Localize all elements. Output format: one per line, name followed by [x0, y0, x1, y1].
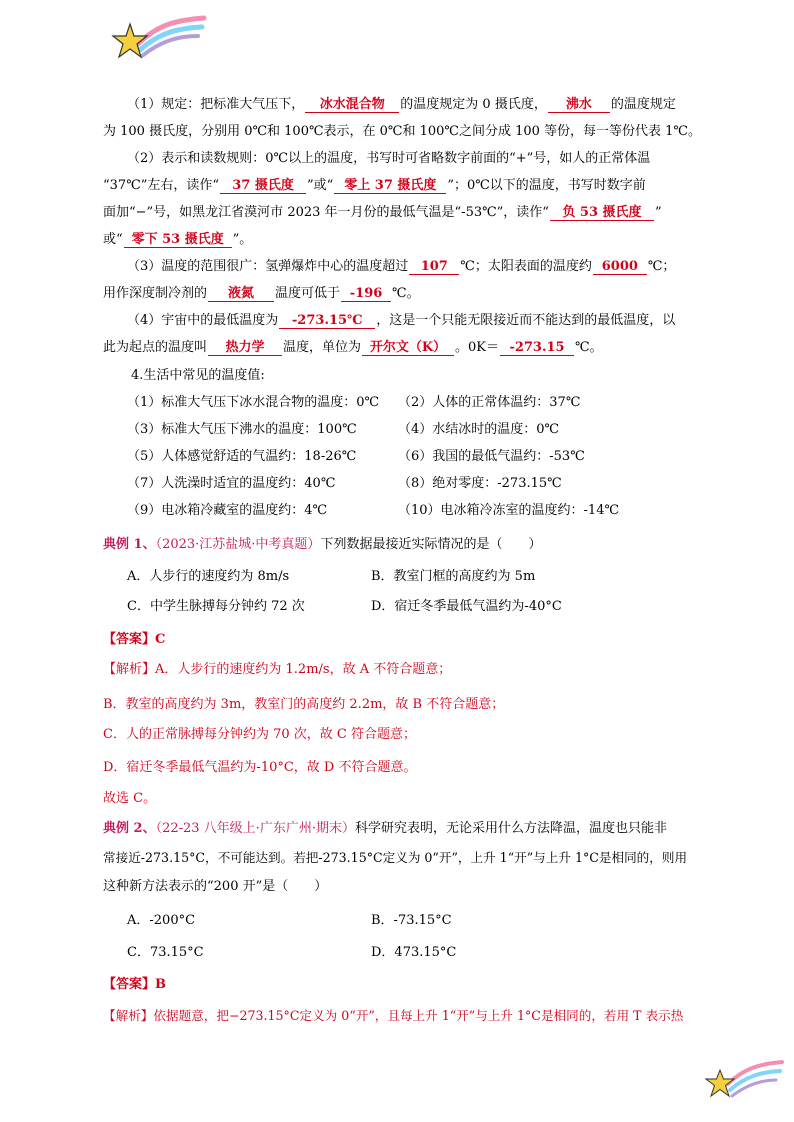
answer-blank: 107 — [409, 259, 459, 275]
answer-blank: -273.15 — [500, 340, 574, 356]
example-1-analysis-line: 故选 C。 — [103, 791, 157, 806]
temp-item: （2）人体的正常体温约：37℃ — [398, 395, 581, 410]
rule-1-line-2: 为 100 摄氏度，分别用 0℃和 100℃表示，在 0℃和 100℃之间分成 100 等份，每一等份代表 1℃。 — [103, 124, 701, 139]
option-a: A．人步行的速度约为 8m/s — [127, 569, 290, 584]
rule-4-line-2: 此为起点的温度叫 热力学 温度，单位为 开尔文（K） 。0K＝ -273.15 ℃。 — [103, 340, 603, 355]
answer-blank: -196 — [341, 286, 391, 302]
example-2-question-line-2: 常接近-273.15°C，不可能达到。若把-273.15°C定义为 0“开”，上升 1“开”与上升 1°C是相同的，则用 — [103, 850, 688, 865]
answer-blank: 开尔文（K） — [362, 340, 454, 356]
example-1-analysis-line: C．人的正常脉搏每分钟约为 70 次，故 C 符合题意； — [103, 727, 416, 742]
temp-item: （5）人体感觉舒适的气温约：18-26℃ — [127, 449, 357, 464]
example-1-analysis-line: D．宿迁冬季最低气温约为-10°C，故 D 不符合题意。 — [103, 760, 417, 775]
example-2-question-line-1: 典例 2、（22-23 八年级上·广东广州·期末）科学研究表明，无论采用什么方法降温，温度也只能非 — [103, 821, 667, 836]
answer-blank: 37 摄氏度 — [220, 178, 306, 194]
answer-blank: 6000 — [593, 259, 647, 275]
example-2-answer: 【答案】B — [103, 977, 166, 992]
example-1-title: 典例 1、 — [103, 537, 156, 552]
option-b: B．教室门框的高度约为 5m — [371, 569, 536, 584]
example-2-question-line-3: 这种新方法表示的“200 开”是（ ） — [103, 879, 328, 894]
example-1-analysis-line: 【解析】A．人步行的速度约为 1.2m/s，故 A 不符合题意； — [103, 662, 452, 677]
rule-2-line-3: 面加“−”号，如黑龙江省漠河市 2023 年一月份的最低气温是“-53℃”，读作“ 负 53 摄氏度 ” — [103, 205, 662, 220]
option-c: C．73.15°C — [127, 945, 204, 960]
rule-3-line-1: （3）温度的范围很广：氢弹爆炸中心的温度超过 107 ℃；太阳表面的温度约 6000 ℃； — [127, 259, 676, 274]
answer-blank: 液氮 — [208, 286, 274, 302]
temp-item: （4）水结冰时的温度：0℃ — [398, 422, 560, 437]
example-1-analysis-line: B．教室的高度约为 3m，教室门的高度约 2.2m，故 B 不符合题意； — [103, 697, 505, 712]
rule-2-line-2: “37℃”左右，读作“ 37 摄氏度 ”或“ 零上 37 摄氏度 ”；0℃以下的温度，书写时数字前 — [103, 178, 646, 193]
example-1-question: 典例 1、（2023·江苏盐城·中考真题）下列数据最接近实际情况的是（ ） — [103, 537, 542, 552]
option-d: D．宿迁冬季最低气温约为-40°C — [371, 599, 562, 614]
temp-item: （9）电冰箱冷藏室的温度约：4℃ — [127, 503, 328, 518]
option-b: B．-73.15°C — [371, 913, 452, 928]
temp-item: （8）绝对零度：-273.15℃ — [398, 476, 562, 491]
example-1-answer: 【答案】C — [103, 632, 166, 647]
temp-item: （3）标准大气压下沸水的温度：100℃ — [127, 422, 357, 437]
rule-2-line-4: 或“ 零下 53 摄氏度 ”。 — [103, 232, 253, 247]
example-2-title: 典例 2、 — [103, 821, 156, 836]
temp-item: （6）我国的最低气温约：-53℃ — [398, 449, 585, 464]
temp-item: （1）标准大气压下冰水混合物的温度：0℃ — [127, 395, 380, 410]
shooting-star-icon — [108, 14, 208, 62]
example-1-source: （2023·江苏盐城·中考真题） — [155, 537, 321, 552]
temp-item: （7）人洗澡时适宜的温度约：40℃ — [127, 476, 336, 491]
rule-4-line-1: （4）宇宙中的最低温度为 -273.15℃ ，这是一个只能无限接近而不能达到的最低温度，以 — [127, 313, 676, 328]
rule-2-line-1: （2）表示和读数规则：0℃以上的温度，书写时可省略数字前面的“+”号，如人的正常体温 — [127, 151, 651, 166]
answer-blank: 热力学 — [208, 340, 282, 356]
answer-blank: 零上 37 摄氏度 — [334, 178, 446, 194]
answer-blank: 零下 53 摄氏度 — [124, 232, 232, 248]
temp-item: （10）电冰箱冷冻室的温度约：-14℃ — [398, 503, 620, 518]
section-heading: 4.生活中常见的温度值: — [131, 368, 265, 383]
option-d: D．473.15°C — [371, 945, 457, 960]
option-a: A．-200°C — [127, 913, 196, 928]
example-2-analysis-line: 【解析】依据题意，把−273.15°C定义为 0“开”，且每上升 1“开”与上升 1°C是相同的，若用 T 表示热 — [103, 1008, 684, 1023]
example-2-source: （22-23 八年级上·广东广州·期末） — [155, 821, 355, 836]
answer-blank: 沸水 — [548, 97, 610, 113]
option-c: C．中学生脉搏每分钟约 72 次 — [127, 599, 305, 614]
shooting-star-icon — [702, 1058, 784, 1102]
answer-blank: -273.15℃ — [279, 313, 375, 329]
answer-blank: 负 53 摄氏度 — [550, 205, 654, 221]
rule-1-line-1: （1）规定：把标准大气压下， 冰水混合物 的温度规定为 0 摄氏度， 沸水 的温度规定 — [127, 97, 676, 112]
answer-blank: 冰水混合物 — [305, 97, 399, 113]
rule-3-line-2: 用作深度制冷剂的 液氮 温度可低于 -196 ℃。 — [103, 286, 420, 301]
